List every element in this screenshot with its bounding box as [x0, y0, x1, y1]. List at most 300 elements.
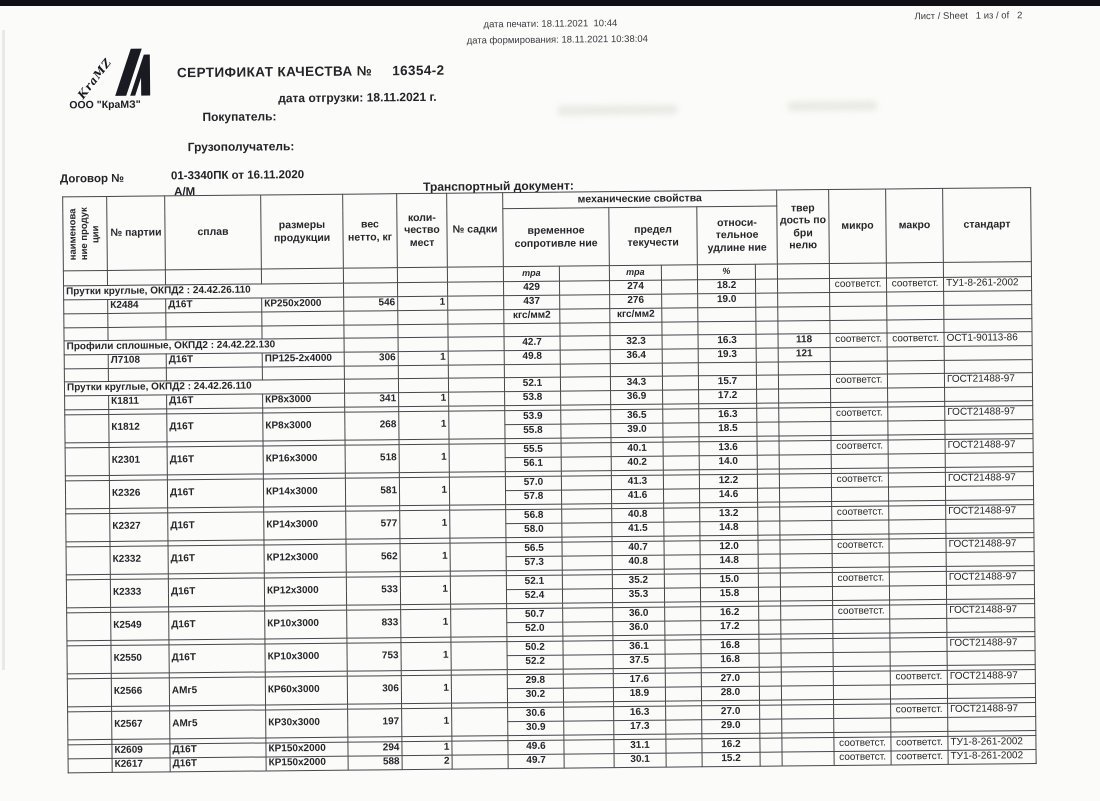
yield-sub — [666, 739, 702, 753]
elongation-sub — [757, 474, 779, 488]
empty-cell — [944, 360, 1032, 374]
batch-number: К2326 — [109, 480, 167, 509]
empty-cell — [64, 313, 108, 327]
macro-value — [888, 472, 945, 487]
yield-sub — [666, 706, 702, 720]
elongation-sub — [757, 422, 779, 436]
tensile-unit2: кгс/мм2 — [504, 309, 560, 324]
tensile-value: 49.8 — [504, 350, 560, 365]
tensile-sub — [562, 575, 612, 589]
elongation-value: 29.0 — [702, 719, 760, 734]
elongation-value: 14.0 — [699, 455, 757, 470]
unit-yield: mpa — [609, 265, 661, 280]
sadka-cell — [448, 282, 504, 297]
tensile-sub — [559, 281, 609, 295]
batch-number: К2327 — [110, 513, 168, 542]
standard-value: ГОСТ21488-97 — [945, 472, 1033, 487]
hardness-value — [781, 620, 833, 634]
empty-cell — [698, 321, 756, 335]
elongation-sub — [760, 705, 782, 719]
alloy-cell: Д16Т — [170, 757, 266, 772]
contract-note: А/М — [174, 186, 196, 199]
size-cell: ПР125-2х4000 — [262, 352, 344, 367]
tensile-sub — [564, 721, 614, 735]
name-cell — [66, 579, 110, 607]
redaction-smudge — [787, 101, 877, 112]
macro-value — [889, 538, 946, 553]
micro-value: соответст. — [832, 539, 889, 554]
hardness-value — [779, 474, 831, 488]
hardness-value — [778, 279, 830, 293]
standard-value: ОСТ1-90113-86 — [944, 332, 1032, 347]
yield-value: 41.5 — [612, 522, 664, 536]
alloy-cell: Д16Т — [166, 298, 262, 313]
elongation-sub — [758, 587, 780, 601]
empty-cell — [344, 325, 398, 339]
yield-value: 18.9 — [613, 687, 665, 701]
yield-unit2: кгс/мм2 — [610, 308, 662, 322]
hardness-value — [780, 554, 832, 568]
hardness-value — [779, 389, 831, 403]
empty-cell — [560, 323, 610, 336]
weight-cell: 533 — [346, 577, 400, 606]
yield-value: 41.3 — [611, 475, 663, 489]
hardness-value — [782, 719, 834, 733]
elongation-value: 19.3 — [698, 348, 756, 363]
macro-value — [887, 346, 944, 361]
weight-cell: 833 — [347, 610, 401, 639]
tensile-value: 57.0 — [505, 476, 561, 491]
elongation-value: 16.8 — [701, 653, 759, 668]
batch-number: К2549 — [111, 612, 169, 641]
sadka-cell — [448, 296, 504, 311]
yield-value: 36.1 — [613, 640, 665, 654]
micro-value: соответст. — [830, 333, 887, 348]
alloy-cell: Д16Т — [167, 479, 263, 508]
yield-sub — [662, 376, 698, 390]
alloy-cell: Д16Т — [167, 394, 263, 409]
elongation-value: 16.2 — [701, 606, 759, 621]
empty-cell — [448, 324, 504, 338]
size-cell: КР30х3000 — [266, 709, 348, 738]
batch-number: К1812 — [109, 414, 167, 443]
tensile-sub — [561, 424, 611, 438]
standard-value — [946, 486, 1034, 501]
standard-value: ТУ1-8-261-2002 — [948, 736, 1036, 751]
tensile-value: 57.3 — [506, 556, 562, 571]
sadka-cell — [452, 708, 508, 737]
yield-value: 41.6 — [611, 489, 663, 503]
macro-value — [889, 519, 946, 534]
standard-value: ГОСТ21488-97 — [947, 637, 1035, 652]
hardness-value — [778, 293, 830, 307]
yield-sub — [665, 654, 701, 668]
name-cell — [65, 447, 109, 475]
standard-value — [946, 585, 1034, 600]
hardness-value — [780, 573, 832, 587]
yield-sub — [665, 621, 701, 635]
tensile-sub — [562, 589, 612, 603]
tensile-sub — [561, 391, 611, 405]
hardness-value — [780, 587, 832, 601]
weight-cell: 588 — [348, 756, 402, 771]
places-cell: 1 — [401, 675, 451, 703]
standard-value: ГОСТ21488-97 — [944, 373, 1032, 388]
col-header-name: наименова ние продук ции — [63, 196, 108, 270]
name-cell — [65, 395, 109, 409]
batch-number: К2484 — [108, 299, 166, 314]
empty-cell — [778, 362, 830, 375]
micro-value — [834, 718, 891, 733]
micro-value — [830, 306, 887, 321]
tensile-sub — [560, 295, 610, 309]
places-cell: 1 — [402, 741, 452, 755]
tensile-sub — [560, 336, 610, 350]
section-title: Прутки круглые, ОКПД2 : 24.42.26.110 — [64, 379, 344, 396]
size-cell: КР14х3000 — [263, 478, 345, 507]
hardness-value: 118 — [778, 334, 830, 348]
empty-cell — [756, 321, 778, 334]
sadka-cell — [449, 444, 505, 473]
elongation-value: 14.6 — [699, 488, 757, 503]
hardness-value — [780, 507, 832, 521]
places-cell: 1 — [400, 543, 450, 571]
standard-value — [944, 346, 1032, 361]
elongation-value: 13.2 — [700, 507, 758, 522]
name-cell — [68, 758, 112, 772]
places-cell: 1 — [399, 444, 449, 472]
macro-value — [889, 571, 946, 586]
yield-value: 40.8 — [612, 508, 664, 522]
col-header-alloy: сплав — [165, 195, 262, 270]
weight-cell: 581 — [345, 478, 399, 507]
micro-value: соответст. — [830, 278, 887, 293]
empty-cell — [778, 321, 830, 334]
kramz-logo-icon — [103, 45, 159, 98]
macro-value: соответст. — [890, 670, 947, 685]
company-name: ООО "КраМЗ" — [69, 98, 141, 112]
macro-value — [891, 717, 948, 732]
redaction-smudge — [557, 104, 677, 115]
ship-date-value: 18.11.2021 г. — [366, 89, 437, 105]
sadka-cell — [448, 378, 504, 393]
size-cell: КР8х3000 — [263, 393, 345, 408]
empty-cell — [448, 365, 504, 379]
yield-sub — [663, 390, 699, 404]
col-header-weight: вес нетто, кг — [343, 194, 398, 269]
sadka-cell — [452, 741, 508, 756]
section-title: Прутки круглые, ОКПД2 : 24.42.26.110 — [64, 283, 344, 300]
elongation-sub — [756, 307, 778, 321]
micro-value — [833, 685, 890, 700]
macro-value — [888, 406, 945, 421]
elongation-sub — [758, 554, 780, 568]
places-cell: 2 — [402, 755, 452, 769]
sadka-cell — [451, 642, 507, 671]
standard-value: ТУ1-8-261-2002 — [944, 277, 1032, 292]
micro-value: соответст. — [831, 440, 888, 455]
yield-sub — [661, 280, 697, 294]
elongation-sub — [759, 620, 781, 634]
places-cell: 1 — [399, 477, 449, 505]
places-cell: 1 — [400, 576, 450, 604]
certificate-title — [177, 63, 445, 81]
tensile-value: 58.0 — [506, 523, 562, 538]
tensile-value: 30.6 — [508, 707, 564, 722]
alloy-cell: Д16Т — [166, 353, 262, 368]
yield-sub — [665, 673, 701, 687]
tensile-value: 52.1 — [506, 575, 562, 590]
empty-cell — [887, 319, 944, 333]
places-cell — [398, 337, 448, 351]
places-cell — [398, 282, 448, 296]
yield-value: 35.2 — [612, 574, 664, 588]
yield-sub — [664, 574, 700, 588]
yield-sub — [663, 475, 699, 489]
tensile-sub — [564, 707, 614, 721]
macro-value — [890, 618, 947, 633]
empty-cell — [610, 322, 662, 335]
size-cell: КР14х3000 — [264, 511, 346, 540]
sadka-cell — [451, 675, 507, 704]
macro-value — [887, 373, 944, 388]
print-date: дата печати: 18.11.2021 10:44 — [483, 18, 618, 31]
empty-cell — [108, 313, 166, 328]
form-date: дата формирования: 18.11.2021 10:38:04 — [466, 33, 648, 47]
places-cell: 1 — [398, 296, 448, 310]
transport-doc-label: Транспортный документ: — [423, 178, 574, 194]
alloy-cell: АМг5 — [170, 710, 266, 739]
name-cell — [64, 299, 108, 313]
micro-value — [833, 671, 890, 686]
standard-value — [948, 717, 1036, 732]
hardness-value — [779, 441, 831, 455]
weight-cell: 294 — [348, 742, 402, 757]
elongation-sub — [758, 573, 780, 587]
tensile-sub — [563, 608, 613, 622]
empty-cell — [662, 308, 698, 322]
yield-sub — [663, 456, 699, 470]
empty-cell — [698, 362, 756, 376]
micro-value: соответст. — [834, 751, 891, 766]
yield-sub — [664, 522, 700, 536]
tensile-value: 52.4 — [506, 589, 562, 604]
macro-value: соответст. — [887, 332, 944, 347]
macro-value — [887, 305, 944, 320]
empty-cell — [448, 310, 504, 325]
size-cell: КР10х3000 — [265, 610, 347, 639]
tensile-sub — [560, 377, 610, 391]
elongation-sub — [758, 540, 780, 554]
yield-value: 30.1 — [614, 753, 666, 767]
places-cell: 1 — [401, 642, 451, 670]
yield-sub — [665, 607, 701, 621]
col-header-batch: № партии — [107, 196, 166, 271]
hardness-value: 121 — [778, 348, 830, 362]
tensile-sub — [561, 410, 611, 424]
standard-value — [947, 684, 1035, 699]
weight-cell — [344, 283, 398, 298]
certificate-number: 16354-2 — [392, 62, 445, 79]
contract-label: Договор № — [59, 172, 125, 186]
elongation-sub — [759, 672, 781, 686]
col-header-yield: предел текучести — [609, 207, 698, 266]
standard-value: ГОСТ21488-97 — [945, 439, 1033, 454]
macro-value: соответст. — [891, 703, 948, 718]
places-cell: 1 — [400, 510, 450, 538]
elongation-sub — [759, 606, 781, 620]
standard-value — [945, 420, 1033, 435]
empty-cell — [262, 366, 344, 380]
tensile-value: 52.1 — [504, 377, 560, 392]
size-cell: КР150х2000 — [266, 742, 348, 757]
hardness-value — [780, 488, 832, 502]
batch-number: К1811 — [109, 395, 167, 410]
empty-cell — [830, 361, 887, 375]
tensile-value: 30.2 — [507, 688, 563, 703]
section-title: Профили сплошные, ОКПД2 : 24.42.22.130 — [64, 338, 344, 355]
name-cell — [64, 354, 108, 368]
alloy-cell: Д16Т — [169, 611, 265, 640]
yield-value: 17.6 — [613, 673, 665, 687]
micro-value — [832, 520, 889, 535]
unit-elongation: % — [697, 264, 755, 280]
yield-value: 32.3 — [610, 335, 662, 349]
elongation-value: 13.6 — [699, 441, 757, 456]
weight-cell: 306 — [344, 352, 398, 367]
hardness-value — [780, 540, 832, 554]
empty-cell — [398, 324, 448, 337]
elongation-value: 17.2 — [701, 620, 759, 635]
macro-value — [888, 420, 945, 435]
micro-value — [832, 586, 889, 601]
sadka-cell — [448, 337, 504, 352]
elongation-value: 15.2 — [702, 752, 760, 767]
sadka-cell — [449, 411, 505, 440]
places-cell — [398, 378, 448, 392]
micro-value — [833, 619, 890, 634]
buyer-label: Покупатель: — [202, 109, 277, 125]
elongation-value: 12.0 — [700, 540, 758, 555]
elongation-sub — [759, 653, 781, 667]
sadka-cell — [450, 576, 506, 605]
yield-sub — [662, 349, 698, 363]
micro-value: соответст. — [831, 473, 888, 488]
hardness-value — [779, 422, 831, 436]
yield-value: 40.7 — [612, 541, 664, 555]
brand-text: KraMZ — [75, 55, 115, 102]
macro-value — [889, 585, 946, 600]
empty-cell — [344, 366, 398, 380]
elongation-sub — [760, 719, 782, 733]
size-cell: КР60х3000 — [265, 676, 347, 705]
sadka-cell — [449, 477, 505, 506]
hardness-value — [781, 606, 833, 620]
weight-cell: 546 — [344, 297, 398, 312]
sheet-number: Лист / Sheet 1 из / of 2 — [914, 10, 1023, 23]
elongation-sub — [756, 348, 778, 362]
name-cell — [67, 612, 111, 640]
tensile-value: 56.8 — [506, 509, 562, 524]
micro-value: соответст. — [832, 572, 889, 587]
sadka-cell — [450, 543, 506, 572]
weight-cell: 562 — [346, 544, 400, 573]
yield-sub — [664, 508, 700, 522]
tensile-sub — [563, 688, 613, 702]
batch-number: К2566 — [111, 678, 169, 707]
yield-value: 35.3 — [612, 588, 664, 602]
size-cell: КР150х2000 — [266, 756, 348, 771]
empty-cell — [64, 327, 108, 340]
macro-value — [889, 505, 946, 520]
places-cell: 1 — [402, 708, 452, 736]
yield-value: 274 — [609, 280, 661, 294]
yield-sub — [662, 294, 698, 308]
tensile-value: 53.9 — [505, 410, 561, 425]
name-cell — [65, 414, 109, 442]
yield-sub — [665, 640, 701, 654]
batch-number: К2617 — [112, 758, 170, 773]
macro-value: соответст. — [891, 736, 948, 751]
elongation-sub — [759, 639, 781, 653]
hardness-value — [782, 738, 834, 752]
elongation-value: 16.8 — [701, 639, 759, 654]
elongation-value: 17.2 — [699, 389, 757, 404]
empty-cell — [830, 320, 887, 334]
yield-value: 40.8 — [612, 555, 664, 569]
tensile-value: 30.9 — [508, 721, 564, 736]
micro-value — [831, 421, 888, 436]
tensile-value: 49.6 — [508, 740, 564, 755]
yield-sub — [663, 423, 699, 437]
sadka-cell — [448, 351, 504, 366]
tensile-value: 55.5 — [505, 443, 561, 458]
elongation-value: 27.0 — [702, 705, 760, 720]
elongation-value: 18.2 — [697, 279, 755, 294]
places-cell: 1 — [399, 411, 449, 439]
empty-cell — [262, 311, 344, 326]
elongation-value: 19.0 — [698, 293, 756, 308]
tensile-value: 437 — [504, 295, 560, 310]
standard-value: ГОСТ21488-97 — [946, 505, 1034, 520]
yield-value: 36.9 — [611, 390, 663, 404]
micro-value: соответст. — [833, 605, 890, 620]
size-cell: КР250х2000 — [262, 297, 344, 312]
macro-value — [889, 486, 946, 501]
tensile-sub — [562, 509, 612, 523]
empty-cell — [398, 365, 448, 378]
ship-date-label: дата отгрузки: — [278, 90, 364, 106]
weight-cell: 518 — [345, 445, 399, 474]
batch-number: К2567 — [112, 711, 170, 740]
places-cell: 1 — [401, 609, 451, 637]
hardness-value — [782, 705, 834, 719]
size-cell: КР16х3000 — [263, 445, 345, 474]
weight-cell — [344, 338, 398, 353]
elongation-sub — [757, 408, 779, 422]
hardness-value — [781, 686, 833, 700]
empty-cell — [344, 311, 398, 326]
name-cell — [68, 711, 112, 739]
certificate-title-label: СЕРТИФИКАТ КАЧЕСТВА № — [176, 63, 373, 81]
col-header-hardness: твер дость по бри нелю — [777, 190, 830, 264]
standard-value: ГОСТ21488-97 — [945, 406, 1033, 421]
standard-value — [946, 552, 1034, 567]
elongation-value: 15.0 — [700, 573, 758, 588]
elongation-sub — [758, 521, 780, 535]
empty-cell — [166, 312, 262, 327]
standard-value — [944, 305, 1032, 320]
